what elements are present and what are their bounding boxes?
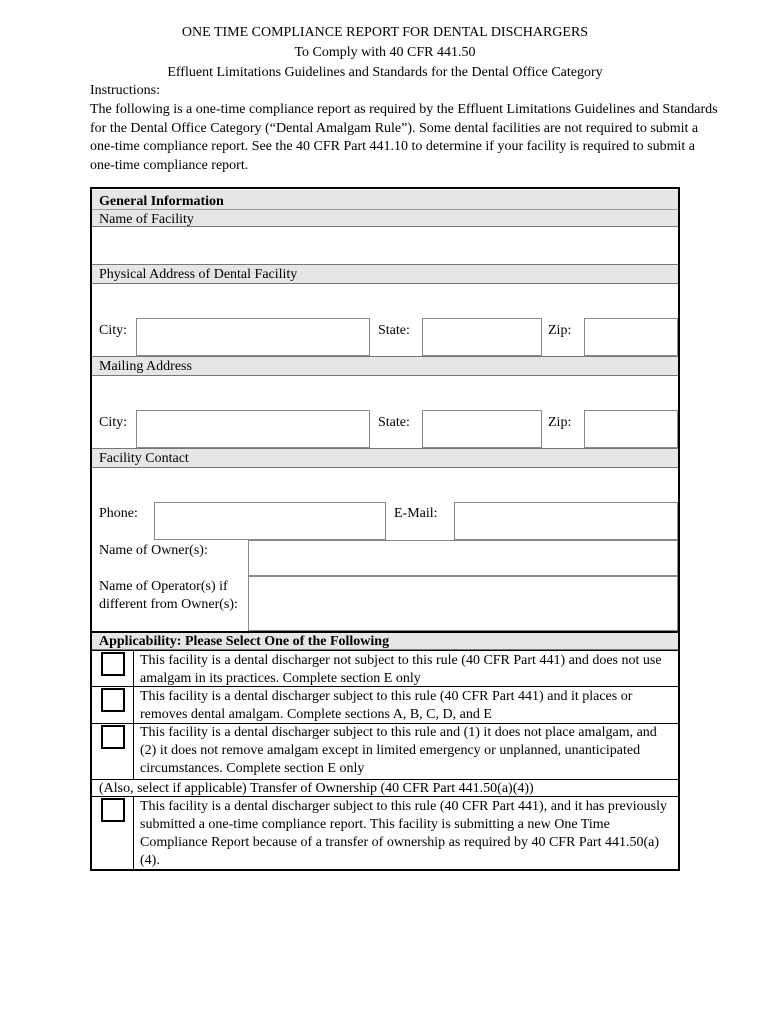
mailing-zip-field[interactable] <box>584 410 678 448</box>
option-4-checkbox[interactable] <box>101 798 125 822</box>
option-2-checkbox[interactable] <box>101 688 125 712</box>
mailing-state-label: State: <box>378 415 410 430</box>
mailing-state-field[interactable] <box>422 410 542 448</box>
applicability-heading: Applicability: Please Select One of the Following <box>99 634 390 649</box>
option-1-text: This facility is a dental discharger not subject to this rule (40 CFR Part 441) and does not use amalgam in its practices. Complete section E only <box>140 653 662 686</box>
name-of-facility-field[interactable] <box>92 228 678 264</box>
mailing-city-label: City: <box>99 415 128 430</box>
zip-field[interactable] <box>584 318 678 356</box>
owners-label: Name of Owner(s): <box>99 543 208 558</box>
mailing-address-field[interactable] <box>92 376 678 410</box>
instructions-text: The following is a one-time compliance report as required by the Effluent Limitations Guidelines and Standards for the Dental Office Category (“Dental Amalgam Rule”). Some dental facilities are not required to submit a one-time compliance report. See the 40 CFR Part 441.10 to determine if your facility is required to submit a one-time compliance report. <box>90 102 718 173</box>
compliance-form <box>90 187 680 871</box>
facility-contact-field[interactable] <box>92 468 678 502</box>
phone-field[interactable] <box>154 502 386 540</box>
physical-address-field[interactable] <box>92 284 678 318</box>
name-of-facility-label: Name of Facility <box>99 212 194 227</box>
report-subtitle: To Comply with 40 CFR 441.50 <box>294 45 476 60</box>
general-info-heading: General Information <box>99 194 224 209</box>
report-subtitle-2: Effluent Limitations Guidelines and Standards for the Dental Office Category <box>167 65 603 80</box>
option-2-text: This facility is a dental discharger subject to this rule (40 CFR Part 441) and it places or removes dental amalgam. Complete sections A, B, C, D, and E <box>140 689 633 722</box>
phone-label: Phone: <box>99 506 138 521</box>
city-field[interactable] <box>136 318 370 356</box>
state-field[interactable] <box>422 318 542 356</box>
email-label: E-Mail: <box>394 506 438 521</box>
option-4-text: This facility is a dental discharger subject to this rule (40 CFR Part 441), and it has previously submitted a one-time compliance report. This facility is submitting a new One Time Compliance Report because of a transfer of ownership as required by 40 CFR Part 441.50(a)(4). <box>140 799 667 868</box>
mailing-address-label: Mailing Address <box>99 359 192 374</box>
email-field[interactable] <box>454 502 678 540</box>
mailing-city-field[interactable] <box>136 410 370 448</box>
option-3-text: This facility is a dental discharger subject to this rule and (1) it does not place amalgam, and (2) it does not remove amalgam except in limited emergency or unplanned, unanticipated circumstances. Complete section E only <box>140 725 657 776</box>
option-3-checkbox[interactable] <box>101 725 125 749</box>
owners-field[interactable] <box>248 540 678 576</box>
operators-field[interactable] <box>248 576 678 631</box>
operators-label: Name of Operator(s) if different from Owner(s): <box>99 579 238 612</box>
facility-contact-label: Facility Contact <box>99 451 189 466</box>
transfer-ownership-label: (Also, select if applicable) Transfer of Ownership (40 CFR Part 441.50(a)(4)) <box>99 781 534 796</box>
report-title: ONE TIME COMPLIANCE REPORT FOR DENTAL DISCHARGERS <box>181 25 589 40</box>
city-label: City: <box>99 323 128 338</box>
option-1-checkbox[interactable] <box>101 652 125 676</box>
physical-address-label: Physical Address of Dental Facility <box>99 267 298 282</box>
instructions-heading: Instructions: <box>90 83 160 98</box>
state-label: State: <box>378 323 410 338</box>
zip-label: Zip: <box>548 323 572 338</box>
mailing-zip-label: Zip: <box>548 415 572 430</box>
